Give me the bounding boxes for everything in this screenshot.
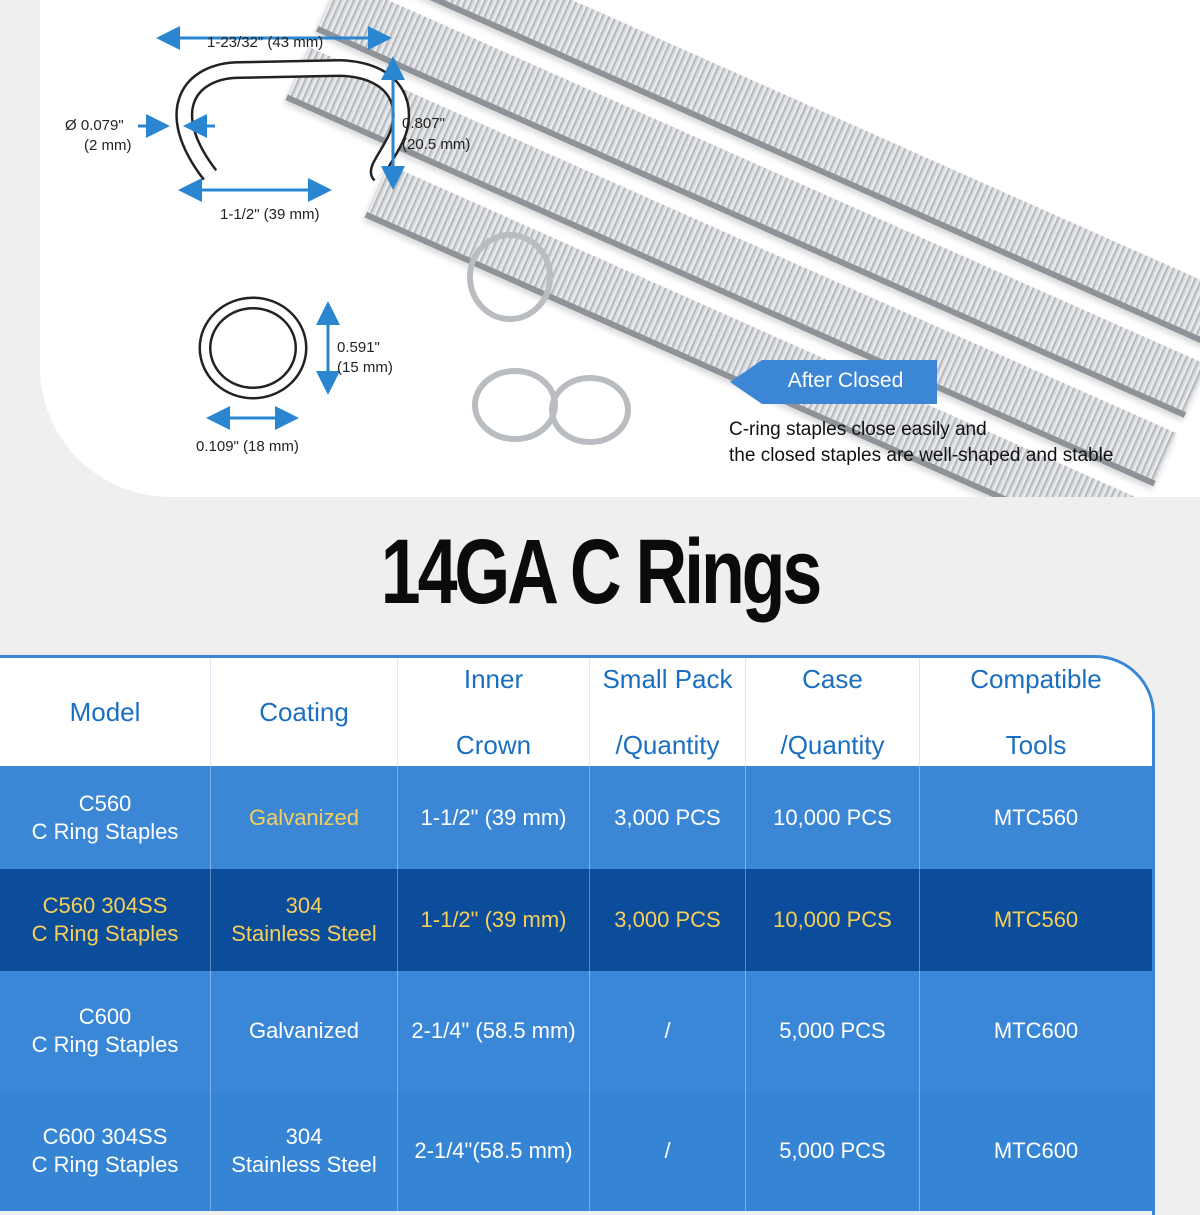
cell-text: C Ring Staples [31,1152,179,1177]
header-text: Case [802,663,863,694]
cell-text: MTC600 [993,1018,1079,1043]
table-row [0,766,1152,869]
cell-text: 3,000 PCS [614,907,721,932]
cell-small [590,869,746,971]
cell-coating [211,869,398,971]
cell-text: Galvanized [248,1018,360,1043]
cell-text: Galvanized [248,804,360,830]
cell-text: 1-1/2" (39 mm) [420,804,567,830]
wire-diameter-label: Ø 0.079" [65,117,124,134]
cell-text: MTC600 [993,1138,1079,1163]
cell-case [746,971,920,1091]
cell-crown [398,766,590,869]
header-text: Compatible [970,663,1102,694]
cell-coating [211,766,398,869]
table-row [0,1091,1152,1211]
cell-model [0,869,211,971]
header-text: Crown [455,729,532,760]
column-header [0,658,211,766]
column-header [590,658,746,766]
cell-text: 10,000 PCS [773,907,892,932]
cell-text: 2-1/4"(58.5 mm) [414,1138,573,1163]
c-ring-diagram [40,0,740,480]
cell-text: / [664,1138,671,1163]
product-diagram-card [40,0,1200,497]
cell-case [746,869,920,971]
cell-text: 1-1/2" (39 mm) [420,907,567,932]
header-text: Coating [259,696,349,727]
cell-text: 5,000 PCS [779,1018,886,1043]
cell-model [0,971,211,1091]
cell-text: C600 304SS [42,1124,168,1149]
cell-text: / [664,1018,671,1043]
cell-text: C Ring Staples [31,818,179,844]
after-closed-label: After Closed [787,369,904,392]
column-header [920,658,1152,766]
cell-text: Stainless Steel [231,921,377,946]
cell-text: C600 [78,1004,132,1029]
column-header [398,658,590,766]
cell-case [746,1091,920,1211]
spec-table [0,655,1155,1215]
table-row [0,869,1152,971]
header-text: Tools [1005,729,1067,760]
inner-crown-label: 1-1/2" (39 mm) [220,206,320,223]
after-closed-tag [730,360,937,404]
cell-coating [211,1091,398,1211]
cell-text: Stainless Steel [231,1152,377,1177]
closed-height-label: 0.591" [337,339,380,356]
after-closed-desc-2: the closed staples are well-shaped and stable [729,445,1114,466]
cell-text: C Ring Staples [31,1032,179,1057]
column-header [746,658,920,766]
cell-model [0,766,211,869]
table-row [0,971,1152,1091]
height-label: 0.807" [402,115,445,132]
cell-tools [920,971,1152,1091]
header-text: /Quantity [780,729,885,760]
cell-text: C560 [78,790,132,816]
cell-tools [920,1091,1152,1211]
cell-model [0,1091,211,1211]
wire-diameter-mm: (2 mm) [84,137,132,154]
cell-text: 304 [285,893,323,918]
cell-small [590,1091,746,1211]
closed-height-mm: (15 mm) [337,359,393,376]
after-closed-desc-1: C-ring staples close easily and [729,419,987,440]
header-text: /Quantity [615,729,720,760]
table-header [0,658,1152,766]
cell-case [746,766,920,869]
cell-text: C560 304SS [42,893,168,918]
cell-crown [398,1091,590,1211]
closed-width-label: 0.109" (18 mm) [196,438,299,455]
cell-tools [920,766,1152,869]
open-width-label: 1-23/32" (43 mm) [207,34,324,51]
cell-crown [398,869,590,971]
column-header [211,658,398,766]
header-text: Model [69,696,141,727]
height-mm: (20.5 mm) [402,136,471,153]
cell-crown [398,971,590,1091]
cell-small [590,766,746,869]
cell-text: 2-1/4" (58.5 mm) [411,1018,576,1043]
cell-small [590,971,746,1091]
cell-text: 10,000 PCS [773,804,892,830]
header-text: Inner [463,663,524,694]
cell-text: MTC560 [993,907,1079,932]
cell-coating [211,971,398,1091]
cell-text: MTC560 [993,804,1079,830]
cell-text: 3,000 PCS [614,804,721,830]
header-text: Small Pack [602,663,733,694]
cell-text: 5,000 PCS [779,1138,886,1163]
cell-tools [920,869,1152,971]
cell-text: 304 [285,1124,323,1149]
page-title: 14GA C Rings [380,521,820,623]
cell-text: C Ring Staples [31,921,179,946]
